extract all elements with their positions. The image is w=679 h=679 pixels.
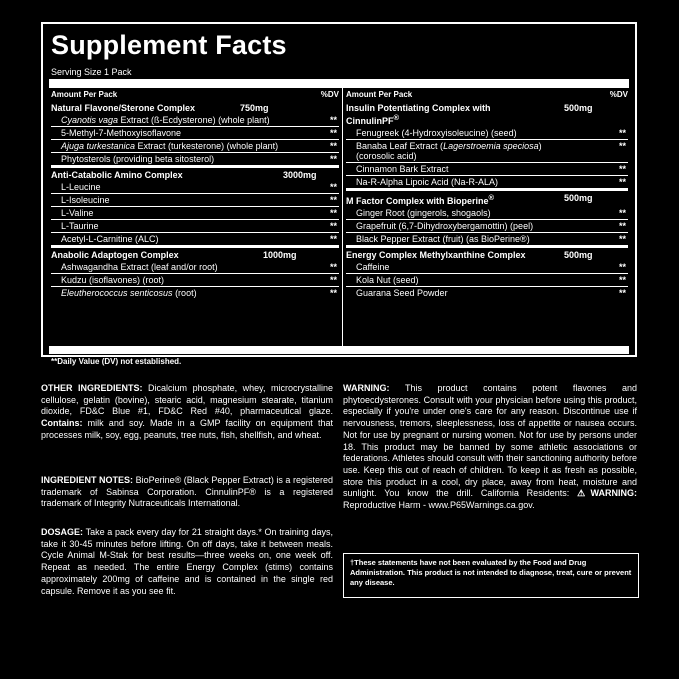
- group-amount: 3000mg: [283, 170, 317, 180]
- left-column-header: [51, 88, 339, 101]
- amount-per-pack-label: Amount Per Pack: [51, 90, 118, 99]
- ingredient-row: [346, 232, 628, 245]
- ingredient-name: L-Isoleucine: [61, 195, 110, 205]
- ingredient-notes: [41, 475, 333, 510]
- ingredient-name: Caffeine: [356, 262, 390, 272]
- daily-value: **: [329, 195, 337, 205]
- ingredient-row: [346, 286, 628, 299]
- ingredient-row: [346, 261, 628, 273]
- group-name: Energy Complex Methylxanthine Complex: [346, 250, 526, 260]
- ingredient-row: [51, 206, 339, 219]
- warning: [343, 383, 637, 512]
- header-divider: [49, 79, 629, 88]
- daily-value: **: [329, 128, 337, 138]
- daily-value: **: [329, 275, 337, 285]
- ingredient-name: Phytosterols (providing beta sitosterol): [61, 154, 215, 164]
- group-name: Natural Flavone/Sterone Complex: [51, 103, 196, 113]
- ingredient-row: [346, 273, 628, 286]
- daily-value: **: [618, 288, 626, 298]
- column-divider: [342, 88, 343, 346]
- daily-value: **: [618, 164, 626, 174]
- ingredient-row: [346, 207, 628, 219]
- group-name: M Factor Complex with Bioperine®: [346, 193, 495, 206]
- ingredient-notes-heading: INGREDIENT NOTES:: [41, 475, 134, 485]
- ingredient-row: [51, 273, 339, 286]
- ingredient-row: [51, 232, 339, 245]
- daily-value: **: [329, 262, 337, 272]
- daily-value: **: [618, 208, 626, 218]
- daily-value: **: [618, 221, 626, 231]
- warning-text: This product contains potent flavones and phytoecdysterones. Consult with your physician before using this product, especially if you're under one's care for any reason. Discontinue use if nervousness, tremors, sleeplessness, loss of appetite or nausea occurs. Not for use by pregnant or nursing women. Not for use by persons under 18. This product may be banned by some athletic associations or federations. Athletes should consult with their sanctioning authority before use. Keep this out of reach of children. To keep it as fresh as possible, store this product in a cool, dry place, away from heat, moisture and sunlight. You know the drill. California Residents:: [343, 383, 637, 499]
- ingredient-row: [346, 175, 628, 188]
- ingredient-name: Kola Nut (seed): [356, 275, 419, 285]
- ingredient-group-row: [346, 245, 628, 261]
- footer-divider: [49, 346, 629, 354]
- daily-value: **: [329, 115, 337, 125]
- group-name: Anti-Catabolic Amino Complex: [51, 170, 183, 180]
- daily-value: **: [329, 288, 337, 298]
- daily-value: **: [618, 234, 626, 244]
- right-column-header: [346, 88, 628, 101]
- daily-value: **: [618, 275, 626, 285]
- ingredient-group-row: [51, 245, 339, 261]
- daily-value: **: [618, 177, 626, 187]
- daily-value: **: [618, 128, 626, 138]
- ingredient-name: Fenugreek (4-Hydroxyisoleucine) (seed): [356, 128, 517, 138]
- other-ingredients-heading: OTHER INGREDIENTS:: [41, 383, 143, 393]
- dv-label: %DV: [609, 90, 628, 99]
- ingredient-row: [346, 162, 628, 175]
- ingredient-name: Grapefruit (6,7-Dihydroxybergamottin) (peel): [356, 221, 534, 231]
- fda-disclaimer: †These statements have not been evaluated by the Food and Drug Administration. This product is not intended to diagnose, treat, cure or prevent any disease.: [343, 553, 639, 598]
- ingredient-name: Cinnamon Bark Extract: [356, 164, 449, 174]
- group-name: Anabolic Adaptogen Complex: [51, 250, 179, 260]
- ingredient-row: [51, 139, 339, 152]
- ingredient-name: Ginger Root (gingerols, shogaols): [356, 208, 491, 218]
- ingredient-name: L-Leucine: [61, 182, 101, 192]
- daily-value: **: [618, 262, 626, 272]
- ingredient-row: [51, 152, 339, 165]
- ingredient-name: Na-R-Alpha Lipoic Acid (Na-R-ALA): [356, 177, 499, 187]
- ingredient-row: [51, 181, 339, 193]
- prop65-warning-text: Reproductive Harm - www.P65Warnings.ca.gov.: [343, 500, 535, 511]
- group-amount: 500mg: [564, 193, 593, 203]
- right-ingredient-column: [346, 101, 628, 299]
- ingredient-name: L-Taurine: [61, 221, 99, 231]
- ingredient-name: Banaba Leaf Extract (Lagerstroemia speciosa) (corosolic acid): [356, 141, 542, 161]
- dosage-text: Take a pack every day for 21 straight days.* On training days, take it 30-45 minutes before lifting. On off days, take it between meals. Cycle Animal M-Stak for best results—three weeks on, one week off. Repeat as needed. The entire Energy Complex (stims) contains approximately 200mg of caffeine and is contained in the single red capsule. Remove it as you see fit.: [41, 527, 333, 596]
- ingredient-row: [346, 219, 628, 232]
- ingredient-name: Black Pepper Extract (fruit) (as BioPerine®): [356, 234, 530, 244]
- panel-title: Supplement Facts: [51, 30, 287, 60]
- ingredient-name: Guarana Seed Powder: [356, 288, 448, 298]
- daily-value: **: [329, 154, 337, 164]
- ingredient-row: [346, 127, 628, 139]
- daily-value: **: [329, 221, 337, 231]
- group-amount: 500mg: [564, 250, 593, 260]
- ingredient-name: Ashwagandha Extract (leaf and/or root): [61, 262, 218, 272]
- contains-text: milk and soy. Made in a GMP facility on equipment that processes milk, soy, egg, peanuts, tree nuts, fish, shellfish, and wheat.: [41, 418, 333, 440]
- ingredient-row: [51, 286, 339, 299]
- ingredient-name: L-Valine: [61, 208, 94, 218]
- group-amount: 750mg: [240, 103, 269, 113]
- dosage: [41, 527, 333, 597]
- group-name: Insulin Potentiating Complex with CinnulinPF®: [346, 103, 491, 126]
- ingredient-row: [346, 139, 628, 162]
- daily-value: **: [329, 141, 337, 151]
- ingredient-group-row: [346, 101, 628, 127]
- left-ingredient-column: [51, 101, 339, 299]
- ingredient-row: [51, 193, 339, 206]
- daily-value: **: [329, 182, 337, 192]
- group-amount: 1000mg: [263, 250, 297, 260]
- prop65-warning-label: ⚠WARNING:: [577, 488, 637, 499]
- ingredient-name: 5-Methyl-7-Methoxyisoflavone: [61, 128, 182, 138]
- ingredient-name: Acetyl-L-Carnitine (ALC): [61, 234, 159, 244]
- ingredient-name: Ajuga turkestanica Extract (turkesterone) (whole plant): [61, 141, 279, 151]
- ingredient-group-row: [51, 101, 339, 114]
- daily-value: **: [618, 141, 626, 151]
- supplement-facts-panel: [41, 22, 637, 366]
- ingredient-name: Kudzu (isoflavones) (root): [61, 275, 165, 285]
- ingredient-name: Cyanotis vaga Extract (ß-Ecdysterone) (whole plant): [61, 115, 270, 125]
- serving-size: Serving Size 1 Pack: [51, 67, 132, 77]
- ingredient-row: [51, 114, 339, 126]
- ingredient-notes-text: BioPerine® (Black Pepper Extract) is a registered trademark of Sabinsa Corporation. CinnulinPF® is a registered trademark of Integrity Nutraceuticals International.: [41, 475, 333, 509]
- group-amount: 500mg: [564, 103, 593, 113]
- ingredient-row: [51, 126, 339, 139]
- daily-value: **: [329, 234, 337, 244]
- ingredient-group-row: [346, 188, 628, 207]
- ingredient-name: Eleutherococcus senticosus (root): [61, 288, 197, 298]
- other-ingredients: [41, 383, 333, 442]
- contains-label: Contains:: [41, 418, 83, 429]
- dosage-heading: DOSAGE:: [41, 527, 84, 537]
- warning-heading: WARNING:: [343, 383, 390, 393]
- ingredient-group-row: [51, 165, 339, 181]
- dv-label: %DV: [320, 90, 339, 99]
- amount-per-pack-label: Amount Per Pack: [346, 90, 413, 99]
- daily-value: **: [329, 208, 337, 218]
- daily-value-note: **Daily Value (DV) not established.: [51, 357, 182, 366]
- other-ingredients-text: Dicalcium phosphate, whey, microcrystalline cellulose, gelatin (bovine), stearic acid, magnesium stearate, titanium dioxide, FD&C Blue #1, FD&C Red #40, pharmaceutical glaze.: [41, 383, 333, 417]
- ingredient-row: [51, 261, 339, 273]
- ingredient-row: [51, 219, 339, 232]
